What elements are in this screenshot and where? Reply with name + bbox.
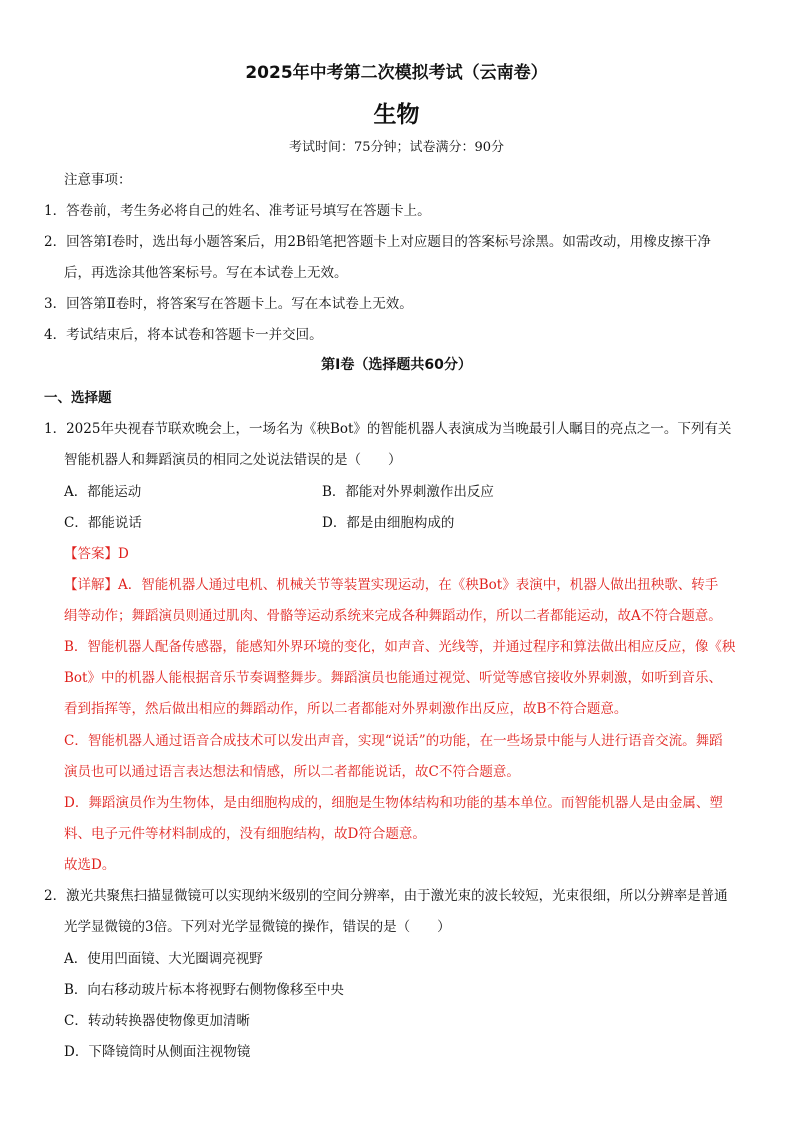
q2-option-a: A．使用凹面镜、大光圈调亮视野: [64, 951, 263, 967]
note-item: 4．考试结束后，将本试卷和答题卡一并交回。: [44, 327, 323, 343]
q1-explanation-line: B．智能机器人配备传感器，能感知外界环境的变化，如声音、光线等，并通过程序和算法做出相应反应，像《秧: [64, 639, 736, 655]
subject-title: 生物: [373, 102, 420, 128]
q1-explanation-line: D．舞蹈演员作为生物体，是由细胞构成的，细胞是生物体结构和功能的基本单位。而智能机器人是由金属、塑: [64, 795, 723, 811]
notes-heading: 注意事项：: [64, 172, 132, 188]
question-2-stem: 光学显微镜的3倍。下列对光学显微镜的操作，错误的是（ ）: [64, 919, 451, 935]
q2-option-c: C．转动转换器使物像更加清晰: [64, 1013, 250, 1029]
part-heading: 一、选择题: [44, 390, 112, 406]
note-item: 后，再选涂其他答案标号。写在本试卷上无效。: [64, 265, 348, 281]
q1-explanation-line: C．智能机器人通过语音合成技术可以发出声音，实现“说话”的功能，在一些场景中能与人进行语音交流。舞蹈: [64, 733, 723, 749]
note-item: 3．回答第Ⅱ卷时，将答案写在答题卡上。写在本试卷上无效。: [44, 296, 413, 312]
q1-explanation-line: 演员也可以通过语言表达想法和情感，所以二者都能说话，故C不符合题意。: [64, 764, 520, 780]
q1-explanation-line: 绢等动作；舞蹈演员则通过肌肉、骨骼等运动系统来完成各种舞蹈动作，所以二者都能运动，故A不符合题意。: [64, 608, 722, 624]
q1-explanation-line: 料、电子元件等材料制成的，没有细胞结构，故D符合题意。: [64, 826, 426, 842]
q1-option-d: D．都是由细胞构成的: [322, 515, 455, 531]
q1-explanation-line: 看到指挥等，然后做出相应的舞蹈动作，所以二者都能对外界刺激作出反应，故B不符合题意。: [64, 701, 628, 717]
q2-option-d: D．下降镜筒时从侧面注视物镜: [64, 1044, 251, 1060]
q1-answer: 【答案】D: [64, 546, 129, 562]
question-1-stem: 1．2025年央视春节联欢晚会上，一场名为《秧Bot》的智能机器人表演成为当晚最引人瞩目的亮点之一。下列有关: [44, 421, 732, 437]
q1-conclusion: 故选D。: [64, 857, 116, 873]
note-item: 2．回答第Ⅰ卷时，选出每小题答案后，用2B铅笔把答题卡上对应题目的答案标号涂黑。如需改动，用橡皮擦干净: [44, 234, 711, 250]
q1-explanation-line: Bot》中的机器人能根据音乐节奏调整舞步。舞蹈演员也能通过视觉、听觉等感官接收外界刺激，如听到音乐、: [64, 670, 722, 686]
q1-option-b: B．都能对外界刺激作出反应: [322, 484, 494, 500]
q2-option-b: B．向右移动玻片标本将视野右侧物像移至中央: [64, 982, 344, 998]
exam-meta: 考试时间：75分钟；试卷满分：90分: [288, 140, 505, 155]
question-2-stem: 2．激光共聚焦扫描显微镜可以实现纳米级别的空间分辨率，由于激光束的波长较短，光束很细，所以分辨率是普通: [44, 888, 728, 904]
q1-option-c: C．都能说话: [64, 515, 142, 531]
q1-explanation-line: 【详解】A．智能机器人通过电机、机械关节等装置实现运动，在《秧Bot》表演中，机器人做出扭秧歌、转手: [64, 577, 719, 593]
section-title: 第Ⅰ卷（选择题共60分）: [321, 357, 472, 373]
note-item: 1．答卷前，考生务必将自己的姓名、准考证号填写在答题卡上。: [44, 203, 431, 219]
q1-option-a: A．都能运动: [64, 484, 142, 500]
exam-title: 2025年中考第二次模拟考试（云南卷）: [245, 63, 548, 83]
question-1-stem: 智能机器人和舞蹈演员的相同之处说法错误的是（ ）: [64, 452, 402, 468]
